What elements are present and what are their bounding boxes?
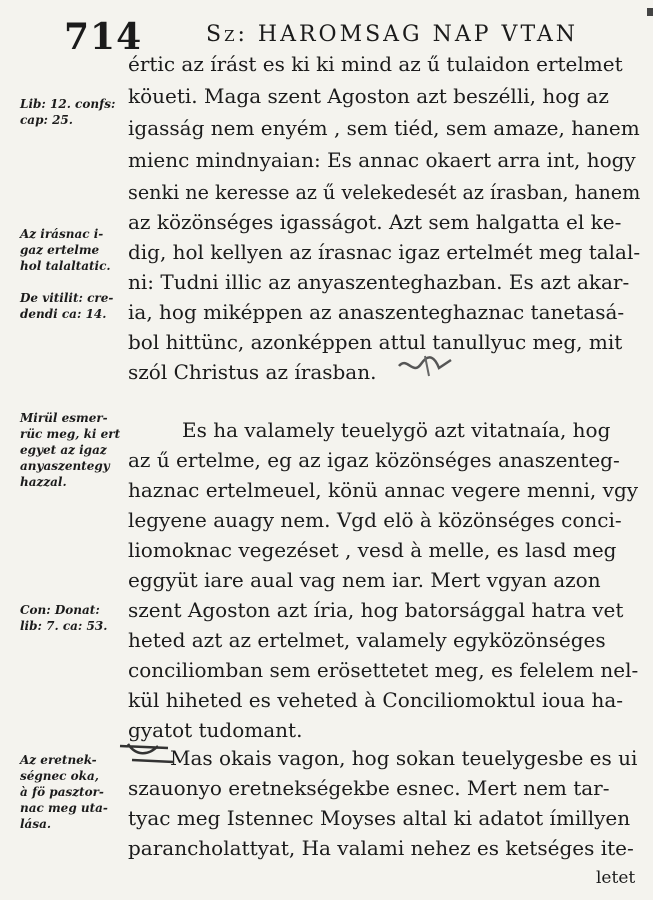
page-edge-mark <box>647 8 653 16</box>
body-line: parancholattyat, Ha valami nehez es ketséges ite- <box>128 836 634 860</box>
body-line: haznac ertelmeuel, könü annac vegere menni, vgy <box>128 478 639 502</box>
body-line: tyac meg Istennec Moyses altal ki adatot ímillyen <box>128 806 631 830</box>
body-line: Es ha valamely teuelygö azt vitatnaía, hog <box>182 418 611 442</box>
body-line: liomoknac vegezéset , vesd à melle, es lasd meg <box>128 538 617 562</box>
body-line: igasság nem enyém , sem tiéd, sem amaze, hanem <box>128 116 640 140</box>
catchword: letet <box>596 868 636 888</box>
body-line: az ű ertelme, eg az igaz közönséges anaszenteg- <box>128 448 620 472</box>
body-line: szauonyo eretnekségekbe esnec. Mert nem tar- <box>128 776 610 800</box>
body-line: mienc mindnyaian: Es annac okaert arra int, hogy <box>128 148 636 172</box>
marginal-note: Con: Donat: lib: 7. ca: 53. <box>20 603 108 633</box>
body-line: legyene auagy nem. Vgd elö à közönséges conci- <box>128 508 622 532</box>
body-line: senki ne keresse az ű velekedesét az írasban, hanem <box>128 180 641 204</box>
body-line: az közönséges igasságot. Azt sem halgatta el ke- <box>128 210 622 234</box>
running-head: Sz: HAROMSAG NAP VTAN <box>206 22 579 47</box>
body-line: Mas okais vagon, hog sokan teuelygesbe es ui <box>170 746 638 770</box>
handwritten-mark <box>395 352 453 380</box>
body-line: dig, hol kellyen az írasnac igaz ertelmét meg talal- <box>128 240 641 264</box>
body-line: gyatot tudomant. <box>128 718 303 742</box>
body-line: ni: Tudni illic az anyaszenteghazban. Es azt akar- <box>128 270 630 294</box>
body-line: ia, hog miképpen az anaszenteghaznac tanetasá- <box>128 300 625 324</box>
body-line: értic az írást es ki ki mind az ű tulaidon ertelmet <box>128 52 623 76</box>
body-line: köueti. Maga szent Agoston azt beszélli, hog az <box>128 84 609 108</box>
body-line: kül hiheted es veheted à Conciliomoktul ioua ha- <box>128 688 624 712</box>
marginal-note: Az eretnek- ségnec oka, à fö pasztor- nac meg uta- lása. <box>20 753 108 831</box>
handwritten-bracket-mark <box>118 738 178 768</box>
body-line: szent Agoston azt íria, hog batorsággal hatra vet <box>128 598 624 622</box>
page-number: 714 <box>64 16 143 58</box>
body-line: bol hittünc, azonképpen attul tanullyuc meg, mit <box>128 330 623 354</box>
body-line: eggyüt iare aual vag nem iar. Mert vgyan azon <box>128 568 601 592</box>
marginal-note: De vitilit: cre- dendi ca: 14. <box>20 291 114 321</box>
marginal-note: Az irásnac i- gaz ertelme hol talaltatic. <box>20 227 111 273</box>
body-line: szól Christus az írasban. <box>128 360 377 384</box>
body-line: conciliomban sem erösettetet meg, es felelem nel- <box>128 658 639 682</box>
marginal-note: Mirül esmer- rüc meg, ki ert egyet az igaz anyaszentegy hazzal. <box>20 411 121 489</box>
marginal-note: Lib: 12. confs: cap: 25. <box>20 97 116 127</box>
body-line: heted azt az ertelmet, valamely egyközönséges <box>128 628 606 652</box>
